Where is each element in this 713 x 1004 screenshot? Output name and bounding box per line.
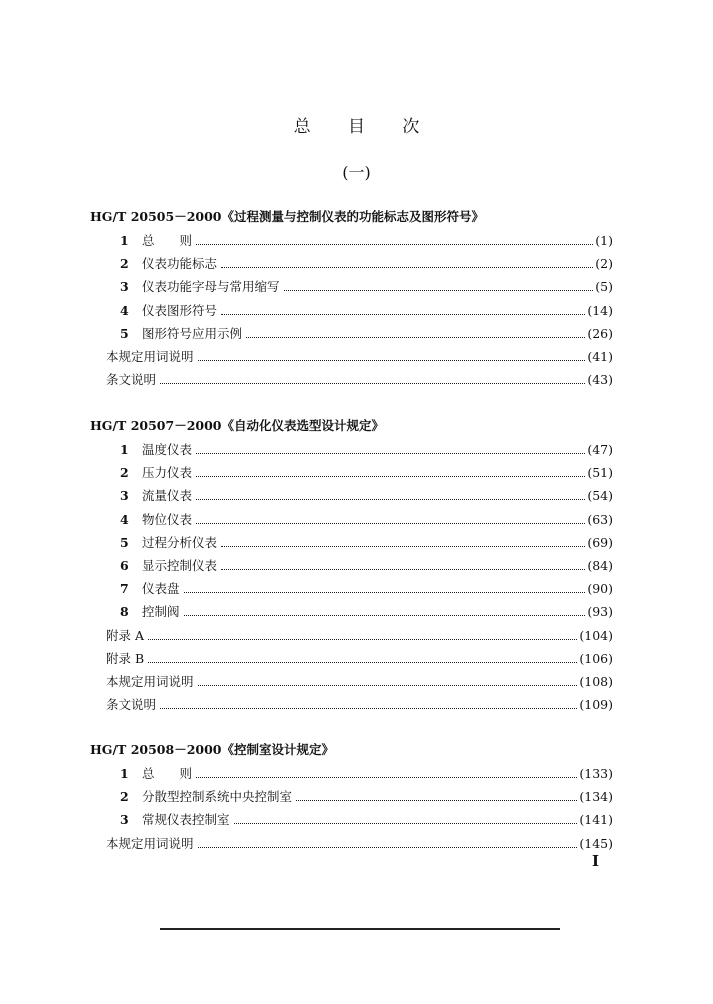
entry-page: (133) <box>579 766 613 781</box>
dot-leader <box>160 383 585 384</box>
toc-entry[interactable] <box>120 301 613 321</box>
entry-number: 6 <box>120 558 129 573</box>
entry-number: 2 <box>120 789 129 805</box>
entry-page: (14) <box>587 302 613 318</box>
dot-leader <box>196 453 585 454</box>
entry-number: 1 <box>120 442 129 457</box>
page-title: 总 目 次 <box>293 117 436 137</box>
dot-leader <box>160 708 577 709</box>
dot-leader <box>221 569 585 570</box>
entry-label: 本规定用词说明 <box>106 349 194 364</box>
toc-entry[interactable] <box>120 463 613 483</box>
entry-label: 仪表功能字母与常用缩写 <box>142 279 280 295</box>
page-number: Ⅰ <box>592 852 600 870</box>
dot-leader <box>198 685 578 686</box>
toc-entry[interactable] <box>120 764 613 784</box>
entry-page: (1) <box>595 233 613 248</box>
dot-leader <box>221 546 585 547</box>
section-title: HG/T 20508－2000《控制室设计规定》 <box>90 742 334 757</box>
entry-label: 附录 B <box>106 650 145 666</box>
entry-number: 2 <box>120 256 129 272</box>
toc-entry[interactable] <box>120 277 613 297</box>
toc-entry[interactable] <box>120 556 613 576</box>
toc-entry[interactable] <box>120 579 613 599</box>
entry-label: 温度仪表 <box>142 442 193 457</box>
toc-entry[interactable] <box>120 510 613 530</box>
toc-entry[interactable] <box>120 440 613 460</box>
entry-label: 图形符号应用示例 <box>142 325 243 341</box>
entry-page: (108) <box>579 674 613 689</box>
entry-page: (69) <box>587 534 613 550</box>
entry-label: 分散型控制系统中央控制室 <box>142 789 293 805</box>
entry-page: (51) <box>587 465 613 481</box>
toc-entry[interactable] <box>106 626 613 646</box>
entry-page: (5) <box>595 279 613 295</box>
entry-label: 仪表盘 <box>142 581 180 597</box>
entry-page: (104) <box>579 627 613 643</box>
entry-label: 总 则 <box>142 766 193 781</box>
dot-leader <box>148 662 577 663</box>
entry-label: 过程分析仪表 <box>142 534 218 550</box>
entry-page: (84) <box>587 558 613 573</box>
dot-leader <box>196 499 585 500</box>
entry-page: (41) <box>587 349 613 364</box>
entry-page: (54) <box>587 488 613 504</box>
toc-entry[interactable] <box>106 347 613 367</box>
dot-leader <box>148 639 577 640</box>
entry-page: (145) <box>579 835 613 851</box>
entry-page: (134) <box>579 789 613 805</box>
entry-label: 总 则 <box>142 233 193 248</box>
footer-rule <box>160 928 560 930</box>
volume-label: (一) <box>342 163 371 182</box>
entry-number: 1 <box>120 766 129 781</box>
toc-entry[interactable] <box>120 533 613 553</box>
entry-page: (26) <box>587 325 613 341</box>
entry-number: 4 <box>120 511 129 527</box>
entry-number: 5 <box>120 534 129 550</box>
entry-label: 附录 A <box>106 627 145 643</box>
entry-label: 条文说明 <box>106 372 157 388</box>
dot-leader <box>234 823 578 824</box>
dot-leader <box>196 777 577 778</box>
dot-leader <box>246 337 585 338</box>
entry-number: 3 <box>120 812 129 828</box>
entry-number: 4 <box>120 302 129 318</box>
dot-leader <box>221 314 585 315</box>
entry-page: (63) <box>587 511 613 527</box>
entry-label: 仪表图形符号 <box>142 302 218 318</box>
dot-leader <box>196 476 585 477</box>
dot-leader <box>221 267 593 268</box>
dot-leader <box>196 523 585 524</box>
toc-entry[interactable] <box>106 672 613 692</box>
toc-entry[interactable] <box>106 834 613 854</box>
dot-leader <box>198 360 586 361</box>
entry-label: 仪表功能标志 <box>142 256 218 272</box>
entry-page: (43) <box>587 372 613 388</box>
entry-page: (109) <box>579 697 613 713</box>
dot-leader <box>184 615 586 616</box>
dot-leader <box>198 847 578 848</box>
toc-entry[interactable] <box>120 787 613 807</box>
entry-page: (90) <box>587 581 613 597</box>
toc-entry[interactable] <box>120 810 613 830</box>
entry-label: 本规定用词说明 <box>106 674 194 689</box>
entry-page: (106) <box>579 650 613 666</box>
toc-entry[interactable] <box>106 649 613 669</box>
entry-number: 5 <box>120 325 129 341</box>
toc-entry[interactable] <box>120 231 613 251</box>
toc-entry[interactable] <box>106 370 613 390</box>
entry-page: (93) <box>587 604 613 620</box>
section-title: HG/T 20507－2000《自动化仪表选型设计规定》 <box>90 418 384 433</box>
toc-entry[interactable] <box>120 486 613 506</box>
toc-entry[interactable] <box>120 324 613 344</box>
entry-label: 流量仪表 <box>142 488 193 504</box>
entry-label: 条文说明 <box>106 697 157 713</box>
entry-number: 3 <box>120 488 129 504</box>
entry-number: 3 <box>120 279 129 295</box>
entry-label: 本规定用词说明 <box>106 835 194 851</box>
dot-leader <box>284 290 594 291</box>
entry-label: 物位仪表 <box>142 511 193 527</box>
toc-entry[interactable] <box>106 695 613 715</box>
toc-entry[interactable] <box>120 254 613 274</box>
entry-label: 压力仪表 <box>142 465 193 481</box>
entry-number: 8 <box>120 604 129 620</box>
dot-leader <box>184 592 586 593</box>
entry-page: (141) <box>579 812 613 828</box>
entry-page: (47) <box>587 442 613 457</box>
entry-number: 1 <box>120 233 129 248</box>
toc-entry[interactable] <box>120 602 613 622</box>
section-title: HG/T 20505－2000《过程测量与控制仪表的功能标志及图形符号》 <box>90 209 484 224</box>
dot-leader <box>296 800 577 801</box>
entry-label: 显示控制仪表 <box>142 558 218 573</box>
entry-label: 常规仪表控制室 <box>142 812 230 828</box>
entry-number: 2 <box>120 465 129 481</box>
dot-leader <box>196 244 593 245</box>
entry-number: 7 <box>120 581 129 597</box>
entry-page: (2) <box>595 256 613 272</box>
entry-label: 控制阀 <box>142 604 180 620</box>
